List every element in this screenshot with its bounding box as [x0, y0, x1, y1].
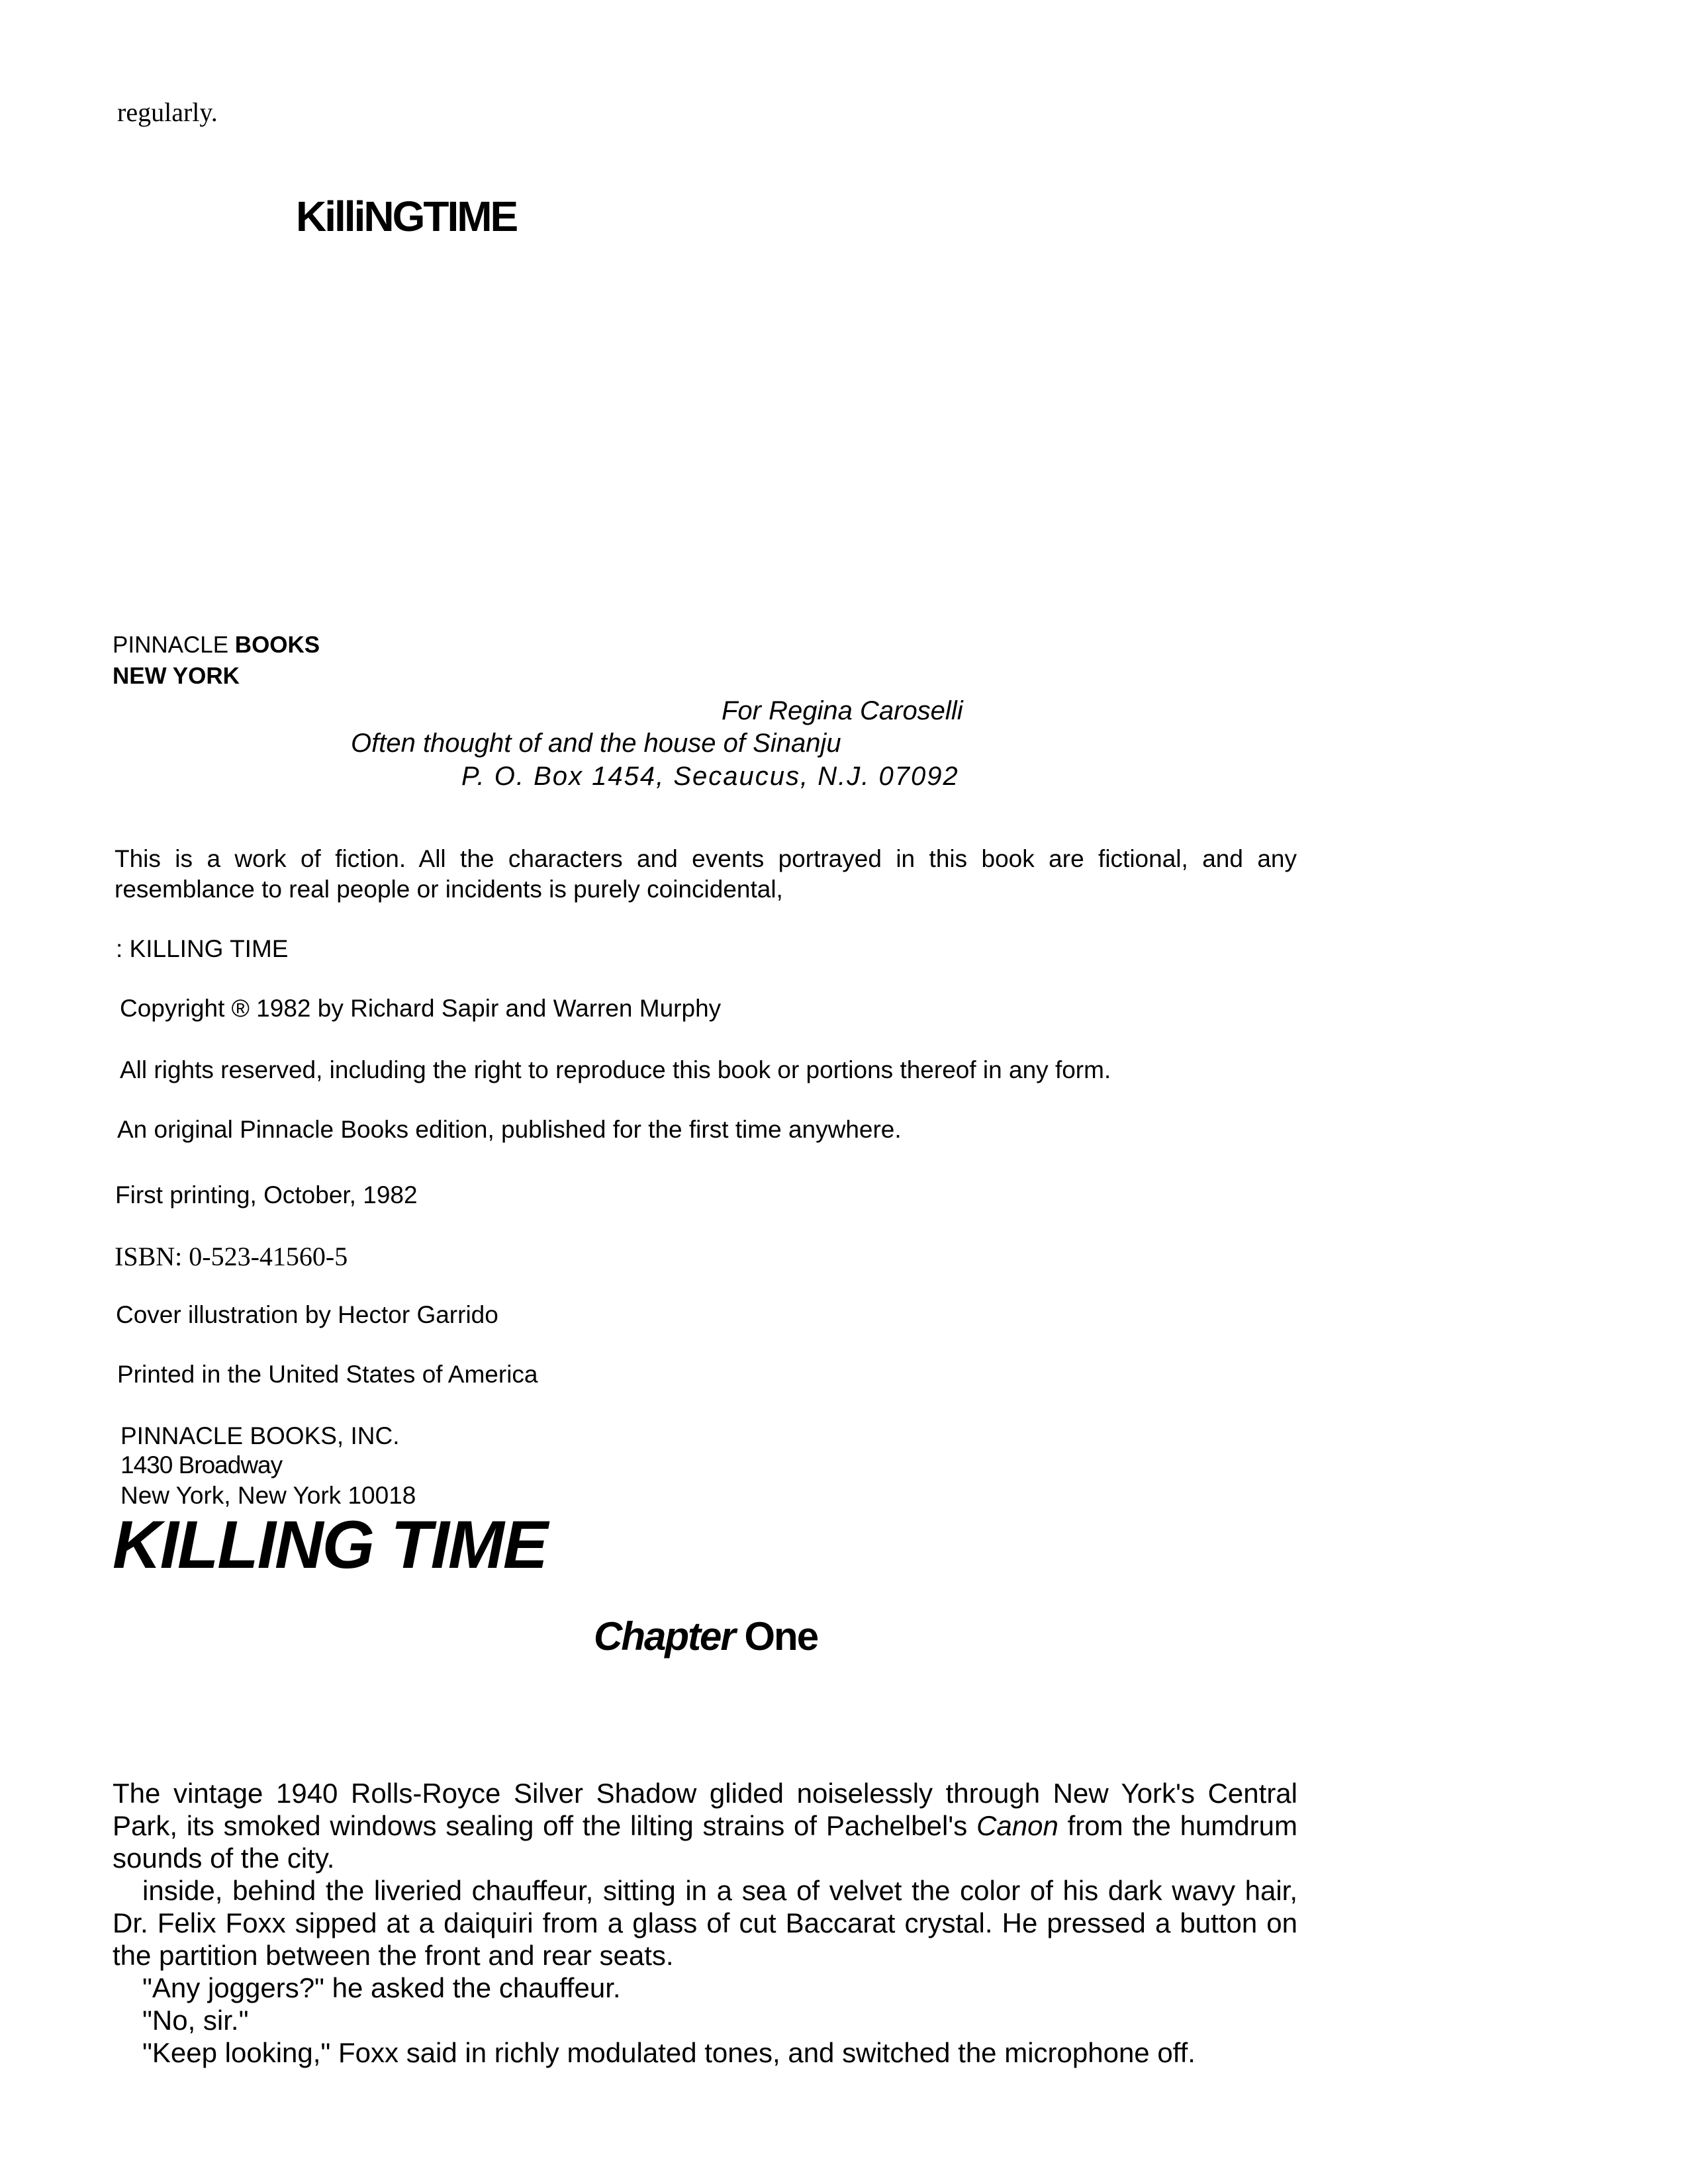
printing-note: First printing, October, 1982 — [115, 1181, 418, 1208]
publisher-imprint — [113, 632, 320, 659]
book-title: KILLING TIME — [113, 1507, 547, 1582]
p1-text-start: The vintage 1940 Rolls-Royce Silver Shadow glided noiselessly through New York's Central Park, its smoked windows sealing off the lilting strains of Pachelbel's — [113, 1778, 1297, 1841]
fiction-disclaimer: This is a work of fiction. All the characters and events portrayed in this book are fictional, and any resemblance to real people or incidents is purely coincidental, — [115, 845, 1297, 903]
dedication-line-2: Often thought of and the house of Sinanju — [351, 729, 841, 758]
chapter-number: One — [744, 1614, 818, 1659]
dedication-line-1: For Regina Caroselli — [722, 696, 963, 725]
previous-page-fragment: regularly. — [117, 97, 218, 127]
body-paragraph-2: inside, behind the liveried chauffeur, sitting in a sea of velvet the color of his dark wavy hair, Dr. Felix Foxx sipped at a daiquiri from a glass of cut Baccarat crystal. He pressed a button on the partition between the front and rear seats. — [113, 1875, 1297, 1971]
isbn: ISBN: 0-523-41560-5 — [115, 1242, 348, 1271]
publisher-name-part1: PINNACLE — [113, 632, 229, 658]
p1-italic-title: Canon — [976, 1810, 1058, 1841]
body-paragraph-4: "No, sir." — [142, 2005, 249, 2036]
publisher-name-part2: BOOKS — [234, 632, 320, 658]
dedication-line-3: P. O. Box 1454, Secaucus, N.J. 07092 — [461, 762, 959, 791]
printed-in: Printed in the United States of America — [117, 1361, 538, 1388]
body-paragraph-3: "Any joggers?" he asked the chauffeur. — [142, 1972, 621, 2003]
chapter-body — [113, 1777, 1297, 2069]
chapter-word: Chapter — [594, 1614, 735, 1659]
publisher-address-line-2: 1430 Broadway — [120, 1451, 283, 1479]
copyright-title-line: : KILLING TIME — [116, 935, 289, 962]
half-title: KilliNGTIME — [296, 193, 517, 240]
cover-credit: Cover illustration by Hector Garrido — [116, 1301, 498, 1328]
publisher-address-line-3: New York, New York 10018 — [120, 1482, 416, 1509]
body-paragraph-5: "Keep looking," Foxx said in richly modulated tones, and switched the microphone off. — [142, 2037, 1196, 2068]
body-paragraph-1 — [113, 1777, 1297, 1874]
edition-note: An original Pinnacle Books edition, published for the first time anywhere. — [117, 1116, 902, 1143]
p1-text-end: from the humdrum sounds of the city. — [113, 1810, 1297, 1874]
chapter-heading — [594, 1614, 818, 1659]
rights-reserved: All rights reserved, including the right to reproduce this book or portions thereof in any form. — [120, 1056, 1111, 1083]
copyright-notice: Copyright ® 1982 by Richard Sapir and Warren Murphy — [120, 995, 722, 1022]
publisher-city: NEW YORK — [113, 663, 240, 689]
publisher-address-line-1: PINNACLE BOOKS, INC. — [120, 1422, 400, 1449]
